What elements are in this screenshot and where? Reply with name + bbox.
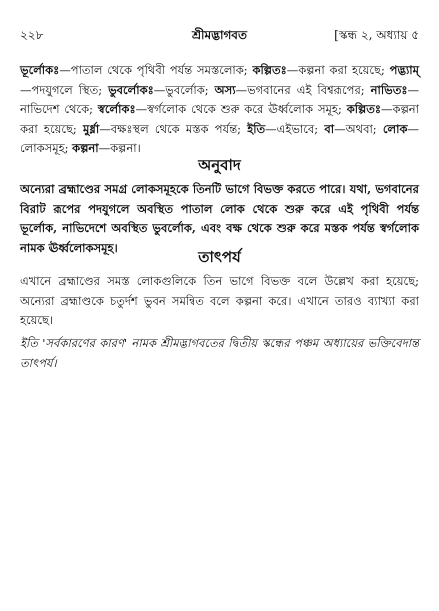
synonym-term: নাভিতঃ: [370, 82, 408, 97]
synonym-term: স্বর্লোকঃ: [97, 102, 136, 116]
synonym-term: লোক: [382, 121, 408, 136]
synonym-term: মুর্ধ্না: [83, 121, 100, 136]
synonym-term: বা: [324, 121, 335, 136]
synonym-term: কল্পিতঃ: [252, 63, 287, 77]
synonym-meaning: —ভুবর্লোক;: [153, 82, 215, 97]
synonym-term: কল্পনা: [72, 141, 99, 155]
synonym-meaning: —ভগবানের এই বিশ্বরূপের;: [235, 82, 371, 97]
synonyms-block: [20, 61, 419, 159]
synonym-term: পদ্ভ্যাম্: [389, 63, 419, 77]
synonym-meaning: —বক্ষঃস্থল থেকে মস্তক পর্যন্ত;: [99, 121, 248, 136]
chapter-reference: [স্কন্ধ ২, অধ্যায় ৫: [334, 28, 419, 42]
synonym-meaning: —নাভিদেশ থেকে;: [20, 82, 419, 116]
translation-text: অন্যেরা ব্রহ্মাণ্ডের সমগ্র লোকসমূহকে তিনটি ভাগে বিভক্ত করতে পারে। যথা, ভগবানের বিরাট রূপের পদযুগলে অবস্থিত পাতাল লোক থেকে শুরু করে এই পৃথিবী পর্যন্ত ভূর্লোক, নাভিদেশে অবস্থিত ভুবর্লোক, এবং বক্ষ থেকে শুরু করে মস্তক পর্যন্ত স্বর্গলোক নামক ঊর্ধ্বলোকসমূহ।: [20, 182, 419, 255]
translation-heading: অনুবাদ: [198, 156, 241, 174]
synonym-meaning: —এইভাবে;: [265, 121, 325, 136]
synonym-meaning: —অথবা;: [334, 121, 383, 136]
chapter-closing-text: ইতি 'সর্বকারণের কারণ' নামক শ্রীমদ্ভাগবতের দ্বিতীয় স্কন্ধের পঞ্চম অধ্যায়ের ভক্তিবেদান্ত তাৎপর্য।: [20, 336, 419, 370]
synonym-meaning: —কল্পনা।: [98, 141, 141, 155]
synonym-term: ভূর্লোকঃ: [20, 63, 60, 77]
page-number: ২২৮: [20, 28, 44, 42]
synonym-meaning: —পদযুগলে স্থিত;: [20, 82, 109, 97]
synonym-term: কল্পিতঃ: [346, 102, 382, 116]
synonyms-paragraph: [20, 61, 419, 159]
synonym-term: ভুবর্লোকঃ: [108, 82, 154, 97]
page-header: [20, 27, 419, 45]
synonym-meaning: —পাতাল থেকে পৃথিবী পর্যন্ত সমস্তলোক;: [59, 63, 253, 77]
chapter-closing-block: [20, 334, 419, 373]
purport-heading: তাৎপর্য: [198, 248, 241, 266]
synonym-meaning: —স্বর্গলোক থেকে শুরু করে ঊর্ধ্বলোক সমূহ;: [135, 102, 347, 116]
synonym-term: অস্য: [214, 82, 236, 97]
purport-block: [20, 272, 419, 331]
synonym-meaning: —কল্পনা করা হয়েছে;: [20, 102, 419, 136]
synonym-term: ইতি: [247, 121, 266, 136]
purport-text: এখানে ব্রহ্মাণ্ডের সমস্ত লোকগুলিকে তিন ভাগে বিভক্ত বলে উল্লেখ করা হয়েছে; অন্যেরা ব্রহ্মাণ্ডকে চতুর্দশ ভুবন সমন্বিত বলে কল্পনা করে। এখানে তারও ব্যাখ্যা করা হয়েছে।: [20, 274, 419, 327]
synonym-meaning: —লোকসমূহ;: [20, 121, 420, 155]
synonym-meaning: —কল্পনা করা হয়েছে;: [286, 63, 390, 77]
book-title: শ্রীমদ্ভাগবত: [191, 28, 247, 42]
